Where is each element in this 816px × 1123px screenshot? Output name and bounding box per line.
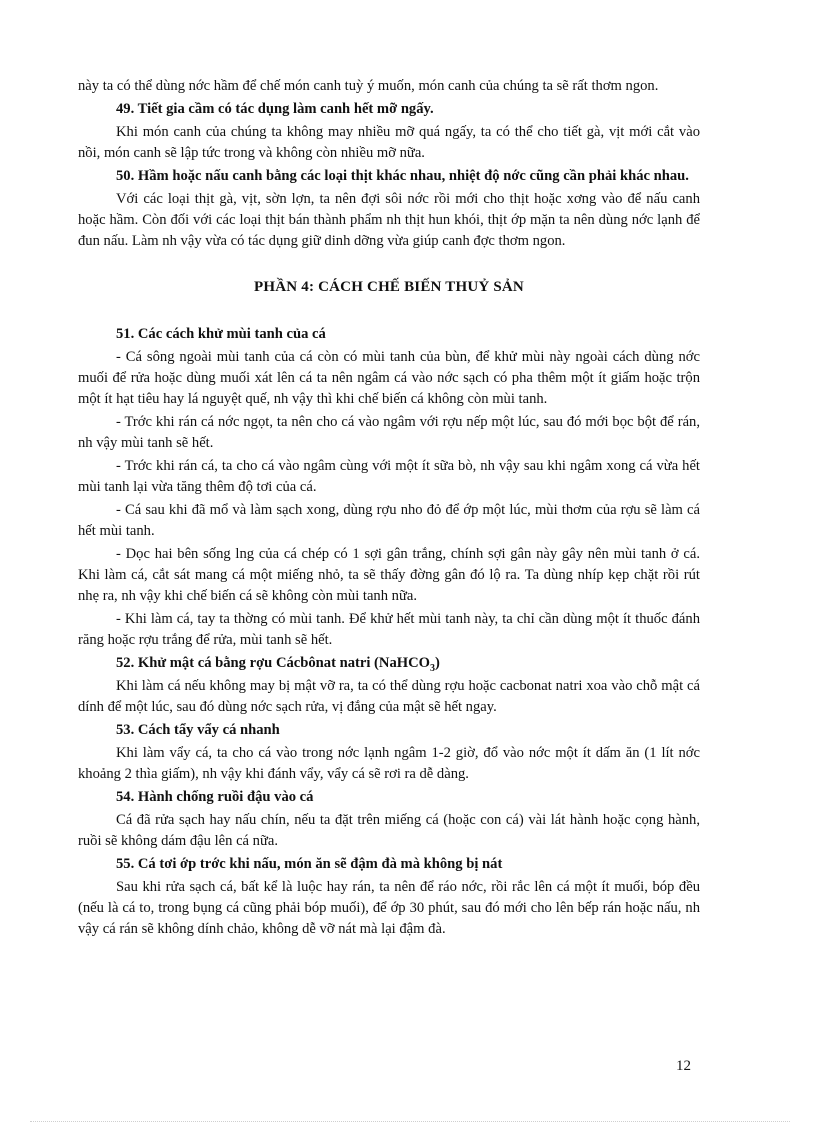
section-52-heading-close: ) [435, 655, 440, 671]
section-49-paragraph: Khi món canh của chúng ta không may nhiều mỡ quá ngấy, ta có thể cho tiết gà, vịt mới cắt vào nồi, món canh sẽ lập tức trong và không còn nhiều mỡ nữa. [78, 124, 700, 161]
intro-paragraph: này ta có thể dùng nớc hầm để chế món canh tuỳ ý muốn, món canh của chúng ta sẽ rất thơm ngon. [78, 78, 659, 94]
page-content [78, 76, 700, 942]
part-title: PHẦN 4: CÁCH CHẾ BIẾN THUỶ SẢN [254, 279, 524, 295]
section-49-heading: 49. Tiết gia cầm có tác dụng làm canh hết mỡ ngấy. [116, 101, 434, 117]
section-52-heading [78, 653, 700, 674]
section-53-paragraph: Khi làm vẩy cá, ta cho cá vào trong nớc lạnh ngâm 1-2 giờ, đổ vào nớc một ít dấm ăn (1 lít nớc khoảng 2 thìa giấm), nh vậy khi đánh vẩy, vẩy cá sẽ rơi ra dễ dàng. [78, 745, 700, 782]
section-51-paragraph-5: - Dọc hai bên sống lng của cá chép có 1 sợi gân trắng, chính sợi gân này gây nên mùi tanh ở cá. Khi làm cá, cắt sát mang cá một miếng nhỏ, ta sẽ thấy đờng gân đó lộ ra. Ta dùng nhíp kẹp chặt rồi rút nhẹ ra, nh vậy khi chế biến cá sẽ không còn mùi tanh nữa. [78, 546, 700, 604]
page-bottom-divider [30, 1121, 790, 1122]
section-51-heading: 51. Các cách khử mùi tanh của cá [116, 326, 326, 342]
section-51-paragraph-4: - Cá sau khi đã mổ và làm sạch xong, dùng rợu nho đỏ để ớp một lúc, mùi thơm của rợu sẽ làm cá hết mùi tanh. [78, 502, 700, 539]
section-52-paragraph: Khi làm cá nếu không may bị mật vỡ ra, ta có thể dùng rợu hoặc cacbonat natri xoa vào chỗ mật cá dính để một lúc, sau đó dùng nớc sạch rửa, vị đắng của mật sẽ hết ngay. [78, 678, 700, 715]
page-number: 12 [676, 1058, 691, 1074]
section-54-heading: 54. Hành chống ruồi đậu vào cá [116, 789, 314, 805]
section-50-heading: 50. Hầm hoặc nấu canh bằng các loại thịt khác nhau, nhiệt độ nớc cũng cần phải khác nhau. [116, 168, 689, 184]
section-50-paragraph: Với các loại thịt gà, vịt, sờn lợn, ta nên đợi sôi nớc rồi mới cho thịt hoặc xơng vào để nấu canh hoặc hầm. Còn đối với các loại thịt bán thành phẩm nh thịt hun khói, thịt ớp mặn ta nên dùng nớc lạnh để đun nấu. Làm nh vậy vừa có tác dụng giữ dinh dỡng vừa giúp canh đợc thơm ngon. [78, 191, 700, 249]
section-55-heading: 55. Cá tơi ớp trớc khi nấu, món ăn sẽ đậm đà mà không bị nát [116, 856, 503, 872]
section-51-paragraph-6: - Khi làm cá, tay ta thờng có mùi tanh. Để khử hết mùi tanh này, ta chỉ cần dùng một ít thuốc đánh răng hoặc rợu trắng để rửa, mùi tanh sẽ hết. [78, 611, 700, 648]
section-54-paragraph: Cá đã rửa sạch hay nấu chín, nếu ta đặt trên miếng cá (hoặc con cá) vài lát hành hoặc cọng hành, ruồi sẽ không dám đậu lên cá nữa. [78, 812, 700, 849]
section-55-paragraph: Sau khi rửa sạch cá, bất kể là luộc hay rán, ta nên để ráo nớc, rồi rắc lên cá một ít muối, bóp đều (nếu là cá to, trong bụng cá cũng phải bóp muối), để ớp 30 phút, sau đó mới cho lên bếp rán hoặc nấu, nh vậy cá rán sẽ không dính chảo, không dễ vỡ nát mà lại đậm đà. [78, 879, 700, 937]
section-51-paragraph-1: - Cá sông ngoài mùi tanh của cá còn có mùi tanh của bùn, để khử mùi này ngoài cách dùng nớc muối để rửa hoặc dùng muối xát lên cá ta nên ngâm cá vào nớc sạch có pha thêm một ít giấm hoặc trộn một ít hạt tiêu hay lá nguyệt quế, nh vậy thì khi chế biến cá không còn mùi tanh. [78, 349, 700, 407]
section-53-heading: 53. Cách tẩy vẩy cá nhanh [116, 722, 280, 738]
section-51-paragraph-3: - Trớc khi rán cá, ta cho cá vào ngâm cùng với một ít sữa bò, nh vậy sau khi ngâm xong cá vừa hết mùi tanh lại vừa tăng thêm độ tơi của cá. [78, 458, 700, 495]
section-52-heading-subscript: 3 [430, 662, 435, 674]
section-52-heading-text: 52. Khử mật cá bằng rợu Cácbônat natri (NaHCO [116, 655, 430, 671]
section-51-paragraph-2: - Trớc khi rán cá nớc ngọt, ta nên cho cá vào ngâm với rợu nếp một lúc, sau đó mới bọc bột để rán, nh vậy mùi tanh sẽ hết. [78, 414, 700, 451]
